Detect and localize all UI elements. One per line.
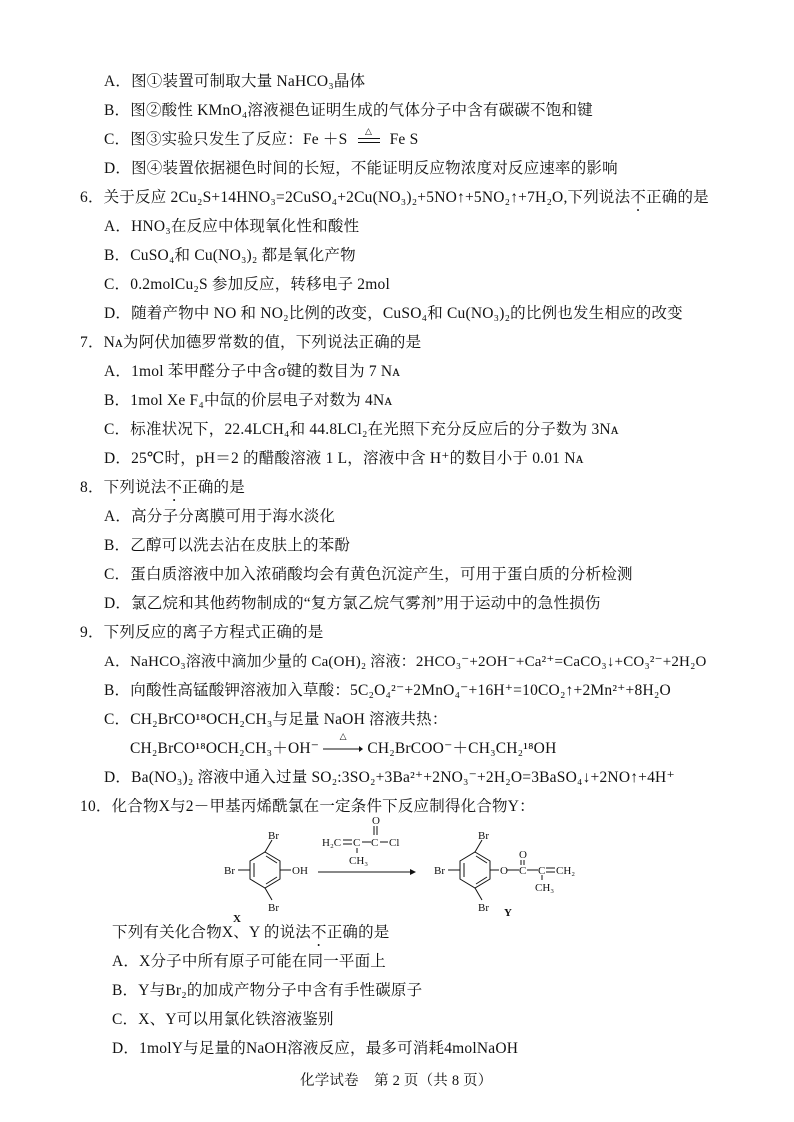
q7-option-c: C．标准状况下，22.4LCH₄和 44.8LCl₂在光照下充分反应后的分子数为 3Nᴀ <box>104 421 619 438</box>
q10-option-a: A．X分子中所有原子可能在同一平面上 <box>112 953 386 970</box>
q10-emphasis: 不 <box>311 924 327 941</box>
y-o-carbonyl: O <box>519 849 527 861</box>
q9-eq-reactants: CH₂BrCO¹⁸OCH₂CH₃＋OH⁻ <box>130 740 320 757</box>
q6-option-c: C．0.2molCu₂S 参加反应，转移电子 2mol <box>104 276 390 293</box>
y-ch2: CH₂ <box>556 865 576 877</box>
q8-option-d: D．氯乙烷和其他药物制成的“复方氯乙烷气雾剂”用于运动中的急性损伤 <box>104 595 601 612</box>
q6-emphasis: 不 <box>630 189 647 206</box>
reagent-h2c: H₂C <box>322 837 342 849</box>
q8-option-b: B．乙醇可以洗去沾在皮肤上的苯酚 <box>104 537 351 554</box>
q10-sub-end: 正确的是 <box>326 924 390 941</box>
q5-option-c-text: C．图③实验只发生了反应：Fe ＋S <box>104 131 348 148</box>
reagent-c2: C <box>371 837 379 849</box>
y-c2: C <box>538 865 546 877</box>
x-oh: OH <box>292 865 308 877</box>
q8-option-a: A．高分子分离膜可用于海水淡化 <box>104 508 336 525</box>
q7-option-d: D．25℃时，pH＝2 的醋酸溶液 1 L，溶液中含 H⁺的数目小于 0.01 Nᴀ <box>104 450 584 467</box>
q10-option-b: B．Y与Br₂的加成产物分子中含有手性碳原子 <box>112 982 423 999</box>
q9-option-a: A．NaHCO₃溶液中滴加少量的 Ca(OH)₂ 溶液：2HCO₃⁻+2OH⁻+Ca²⁺=CaCO₃↓+CO₃²⁻+2H₂O <box>104 654 707 670</box>
q8-option-c: C．蛋白质溶液中加入浓硝酸均会有黄色沉淀产生，可用于蛋白质的分析检测 <box>104 566 633 583</box>
x-br-left: Br <box>224 865 235 877</box>
heat-symbol: △ <box>364 126 373 136</box>
q7-option-a: A．1mol 苯甲醛分子中含σ键的数目为 7 Nᴀ <box>104 363 401 380</box>
q6-option-b: B．CuSO₄和 Cu(NO₃)₂ 都是氧化产物 <box>104 247 356 264</box>
q7-stem: 7．Nᴀ为阿伏加德罗常数的值，下列说法正确的是 <box>80 334 422 351</box>
q6-stem-text: 6．关于反应 2Cu₂S+14HNO₃=2CuSO₄+2Cu(NO₃)₂+5NO↑+5NO₂↑+7H₂O,下列说法 <box>80 189 631 206</box>
q6-option-a: A．HNO₃在反应中体现氧化性和酸性 <box>104 218 360 235</box>
y-br-bottom: Br <box>478 902 489 914</box>
reagent-cl: Cl <box>389 837 400 849</box>
reagent-c1: C <box>353 837 361 849</box>
label-x: X <box>233 913 241 925</box>
q6-stem-end: 正确的是 <box>646 189 709 206</box>
heat-symbol: △ <box>339 731 347 742</box>
q9-option-c: C．CH₂BrCO¹⁸OCH₂CH₃与足量 NaOH 溶液共热： <box>104 711 448 728</box>
reagent-ch3: CH₃ <box>349 855 369 867</box>
q6-option-d: D．随着产物中 NO 和 NO₂比例的改变，CuSO₄和 Cu(NO₃)₂的比例也发生相应的改变 <box>104 305 683 322</box>
q8-stem-end: 正确的是 <box>182 479 245 496</box>
y-ch3: CH₃ <box>535 882 555 894</box>
q5-option-c-product: Fe S <box>389 131 419 148</box>
q10-option-c: C．X、Y可以用氯化铁溶液鉴别 <box>112 1011 334 1028</box>
q10-option-d: D．1molY与足量的NaOH溶液反应，最多可消耗4molNaOH <box>112 1040 519 1057</box>
q7-option-b: B．1mol Xe F₄中氙的价层电子对数为 4Nᴀ <box>104 392 393 409</box>
q5-option-b: B．图②酸性 KMnO₄溶液褪色证明生成的气体分子中含有碳碳不饱和键 <box>104 102 593 119</box>
q9-option-d: D．Ba(NO₃)₂ 溶液中通入过量 SO₂:3SO₂+3Ba²⁺+2NO₃⁻+2H₂O=3BaSO₄↓+2NO↑+4H⁺ <box>104 769 675 786</box>
x-br-bottom: Br <box>268 902 279 914</box>
label-y: Y <box>504 907 512 919</box>
reagent-o: O <box>372 815 380 827</box>
q10-stem: 10．化合物X与2－甲基丙烯酰氯在一定条件下反应制得化合物Y： <box>80 798 535 815</box>
q8-stem-text: 8．下列说法 <box>80 479 167 496</box>
q8-emphasis: 不 <box>166 479 183 496</box>
x-br-top: Br <box>268 830 279 842</box>
page-footer: 化学试卷 第 2 页（共 8 页） <box>300 1073 493 1089</box>
q9-eq-products: CH₂BrCOO⁻＋CH₃CH₂¹⁸OH <box>367 740 557 757</box>
q9-option-b: B．向酸性高锰酸钾溶液加入草酸：5C₂O₄²⁻+2MnO₄⁻+16H⁺=10CO₂↑+2Mn²⁺+8H₂O <box>104 682 671 699</box>
y-br-top: Br <box>478 830 489 842</box>
y-o: O <box>500 865 508 877</box>
q10-sub-stem <box>112 923 390 950</box>
y-br-left: Br <box>434 865 445 877</box>
q5-option-d: D．图④装置依据褪色时间的长短，不能证明反应物浓度对反应速率的影响 <box>104 160 618 177</box>
q5-option-a: A．图①装置可制取大量 NaHCO₃晶体 <box>104 73 366 90</box>
q10-sub-text: 下列有关化合物X、Y 的说法 <box>112 924 311 941</box>
q9-stem: 9．下列反应的离子方程式正确的是 <box>80 624 324 641</box>
y-c1: C <box>519 865 527 877</box>
